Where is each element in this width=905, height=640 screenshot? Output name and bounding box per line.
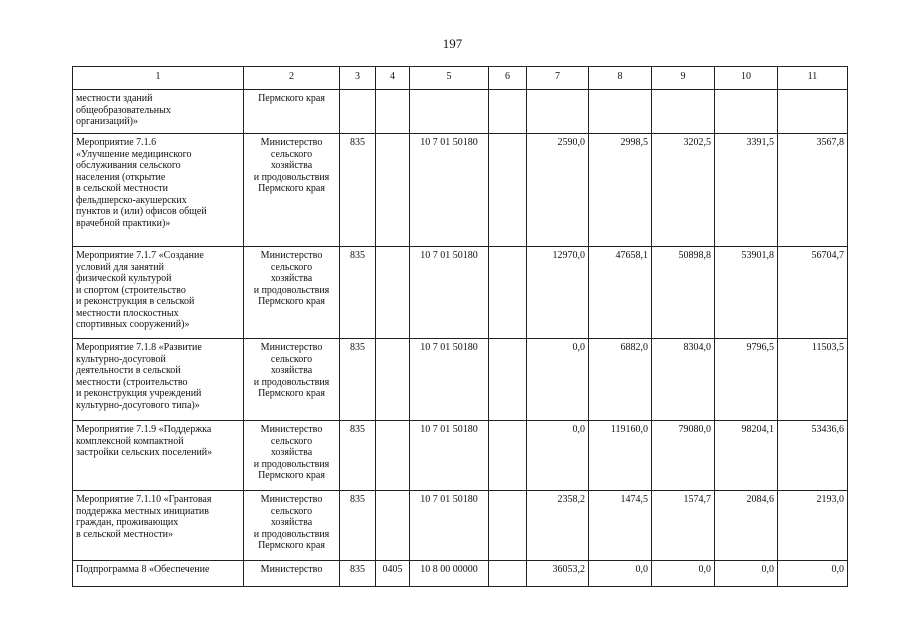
- amount-cell: 0,0: [527, 339, 589, 421]
- grbs-code-cell: 835: [340, 247, 376, 339]
- section-code-cell: 0405: [376, 561, 410, 587]
- amount-cell: 47658,1: [589, 247, 652, 339]
- section-code-cell: [376, 339, 410, 421]
- column-header: 8: [589, 67, 652, 90]
- section-code-cell: [376, 90, 410, 134]
- section-code-cell: [376, 247, 410, 339]
- table-row: [73, 339, 848, 421]
- expense-type-cell: [489, 561, 527, 587]
- column-header: 9: [652, 67, 715, 90]
- table-row: [73, 134, 848, 247]
- amount-cell: 1574,7: [652, 491, 715, 561]
- target-article-cell: 10 7 01 50180: [410, 134, 489, 247]
- amount-cell: 3202,5: [652, 134, 715, 247]
- column-header: 7: [527, 67, 589, 90]
- measure-name-cell: Мероприятие 7.1.10 «Грантовая поддержка местных инициатив граждан, проживающих в сельской местности»: [73, 491, 244, 561]
- executor-cell: Министерство: [244, 561, 340, 587]
- grbs-code-cell: 835: [340, 491, 376, 561]
- target-article-cell: [410, 90, 489, 134]
- executor-cell: Министерство сельского хозяйства и продовольствия Пермского края: [244, 134, 340, 247]
- amount-cell: 9796,5: [715, 339, 778, 421]
- expense-type-cell: [489, 421, 527, 491]
- amount-cell: 56704,7: [778, 247, 848, 339]
- column-header: 2: [244, 67, 340, 90]
- measure-name-cell: Мероприятие 7.1.8 «Развитие культурно-досуговой деятельности в сельской местности (строительство и реконструкция учреждений культурно-досугового типа)»: [73, 339, 244, 421]
- measure-name-cell: Мероприятие 7.1.9 «Поддержка комплексной компактной застройки сельских поселений»: [73, 421, 244, 491]
- page-number: 197: [442, 36, 463, 51]
- section-code-cell: [376, 134, 410, 247]
- target-article-cell: 10 8 00 00000: [410, 561, 489, 587]
- grbs-code-cell: 835: [340, 561, 376, 587]
- executor-cell: Министерство сельского хозяйства и продовольствия Пермского края: [244, 247, 340, 339]
- header-row: [73, 67, 848, 90]
- amount-cell: 3391,5: [715, 134, 778, 247]
- amount-cell: 3567,8: [778, 134, 848, 247]
- column-header: 1: [73, 67, 244, 90]
- table-row: [73, 247, 848, 339]
- amount-cell: 50898,8: [652, 247, 715, 339]
- measure-name-cell: местности зданий общеобразовательных организаций)»: [73, 90, 244, 134]
- column-header: 6: [489, 67, 527, 90]
- section-code-cell: [376, 421, 410, 491]
- table-row: [73, 561, 848, 587]
- measure-name-cell: Мероприятие 7.1.7 «Создание условий для занятий физической культурой и спортом (строительство и реконструкция в сельской местности плоскостных спортивных сооружений)»: [73, 247, 244, 339]
- expense-type-cell: [489, 339, 527, 421]
- amount-cell: 36053,2: [527, 561, 589, 587]
- table-body: [73, 90, 848, 587]
- amount-cell: 0,0: [652, 561, 715, 587]
- amount-cell: 0,0: [527, 421, 589, 491]
- column-header: 4: [376, 67, 410, 90]
- target-article-cell: 10 7 01 50180: [410, 421, 489, 491]
- executor-cell: Пермского края: [244, 90, 340, 134]
- amount-cell: 119160,0: [589, 421, 652, 491]
- executor-cell: Министерство сельского хозяйства и продовольствия Пермского края: [244, 339, 340, 421]
- amount-cell: 2193,0: [778, 491, 848, 561]
- expense-type-cell: [489, 491, 527, 561]
- expense-type-cell: [489, 247, 527, 339]
- amount-cell: 0,0: [778, 561, 848, 587]
- amount-cell: [778, 90, 848, 134]
- table-row: [73, 90, 848, 134]
- amount-cell: 0,0: [589, 561, 652, 587]
- budget-table: [72, 66, 848, 587]
- target-article-cell: 10 7 01 50180: [410, 247, 489, 339]
- amount-cell: 2998,5: [589, 134, 652, 247]
- amount-cell: 79080,0: [652, 421, 715, 491]
- column-header: 3: [340, 67, 376, 90]
- expense-type-cell: [489, 134, 527, 247]
- amount-cell: [715, 90, 778, 134]
- grbs-code-cell: 835: [340, 134, 376, 247]
- amount-cell: 8304,0: [652, 339, 715, 421]
- table-row: [73, 421, 848, 491]
- measure-name-cell: Мероприятие 7.1.6 «Улучшение медицинского обслуживания сельского населения (открытие в сельской местности фельдшерско-акушерских пунктов и (или) офисов общей врачебной практики)»: [73, 134, 244, 247]
- grbs-code-cell: 835: [340, 339, 376, 421]
- amount-cell: 53901,8: [715, 247, 778, 339]
- amount-cell: [527, 90, 589, 134]
- grbs-code-cell: 835: [340, 421, 376, 491]
- amount-cell: [589, 90, 652, 134]
- amount-cell: 2084,6: [715, 491, 778, 561]
- column-header: 10: [715, 67, 778, 90]
- measure-name-cell: Подпрограмма 8 «Обеспечение: [73, 561, 244, 587]
- amount-cell: 2358,2: [527, 491, 589, 561]
- expense-type-cell: [489, 90, 527, 134]
- amount-cell: 11503,5: [778, 339, 848, 421]
- executor-cell: Министерство сельского хозяйства и продовольствия Пермского края: [244, 491, 340, 561]
- amount-cell: 12970,0: [527, 247, 589, 339]
- amount-cell: 0,0: [715, 561, 778, 587]
- target-article-cell: 10 7 01 50180: [410, 339, 489, 421]
- amount-cell: 6882,0: [589, 339, 652, 421]
- table-row: [73, 491, 848, 561]
- section-code-cell: [376, 491, 410, 561]
- executor-cell: Министерство сельского хозяйства и продовольствия Пермского края: [244, 421, 340, 491]
- column-header: 5: [410, 67, 489, 90]
- target-article-cell: 10 7 01 50180: [410, 491, 489, 561]
- amount-cell: 53436,6: [778, 421, 848, 491]
- amount-cell: 98204,1: [715, 421, 778, 491]
- grbs-code-cell: [340, 90, 376, 134]
- amount-cell: 2590,0: [527, 134, 589, 247]
- amount-cell: 1474,5: [589, 491, 652, 561]
- column-header: 11: [778, 67, 848, 90]
- amount-cell: [652, 90, 715, 134]
